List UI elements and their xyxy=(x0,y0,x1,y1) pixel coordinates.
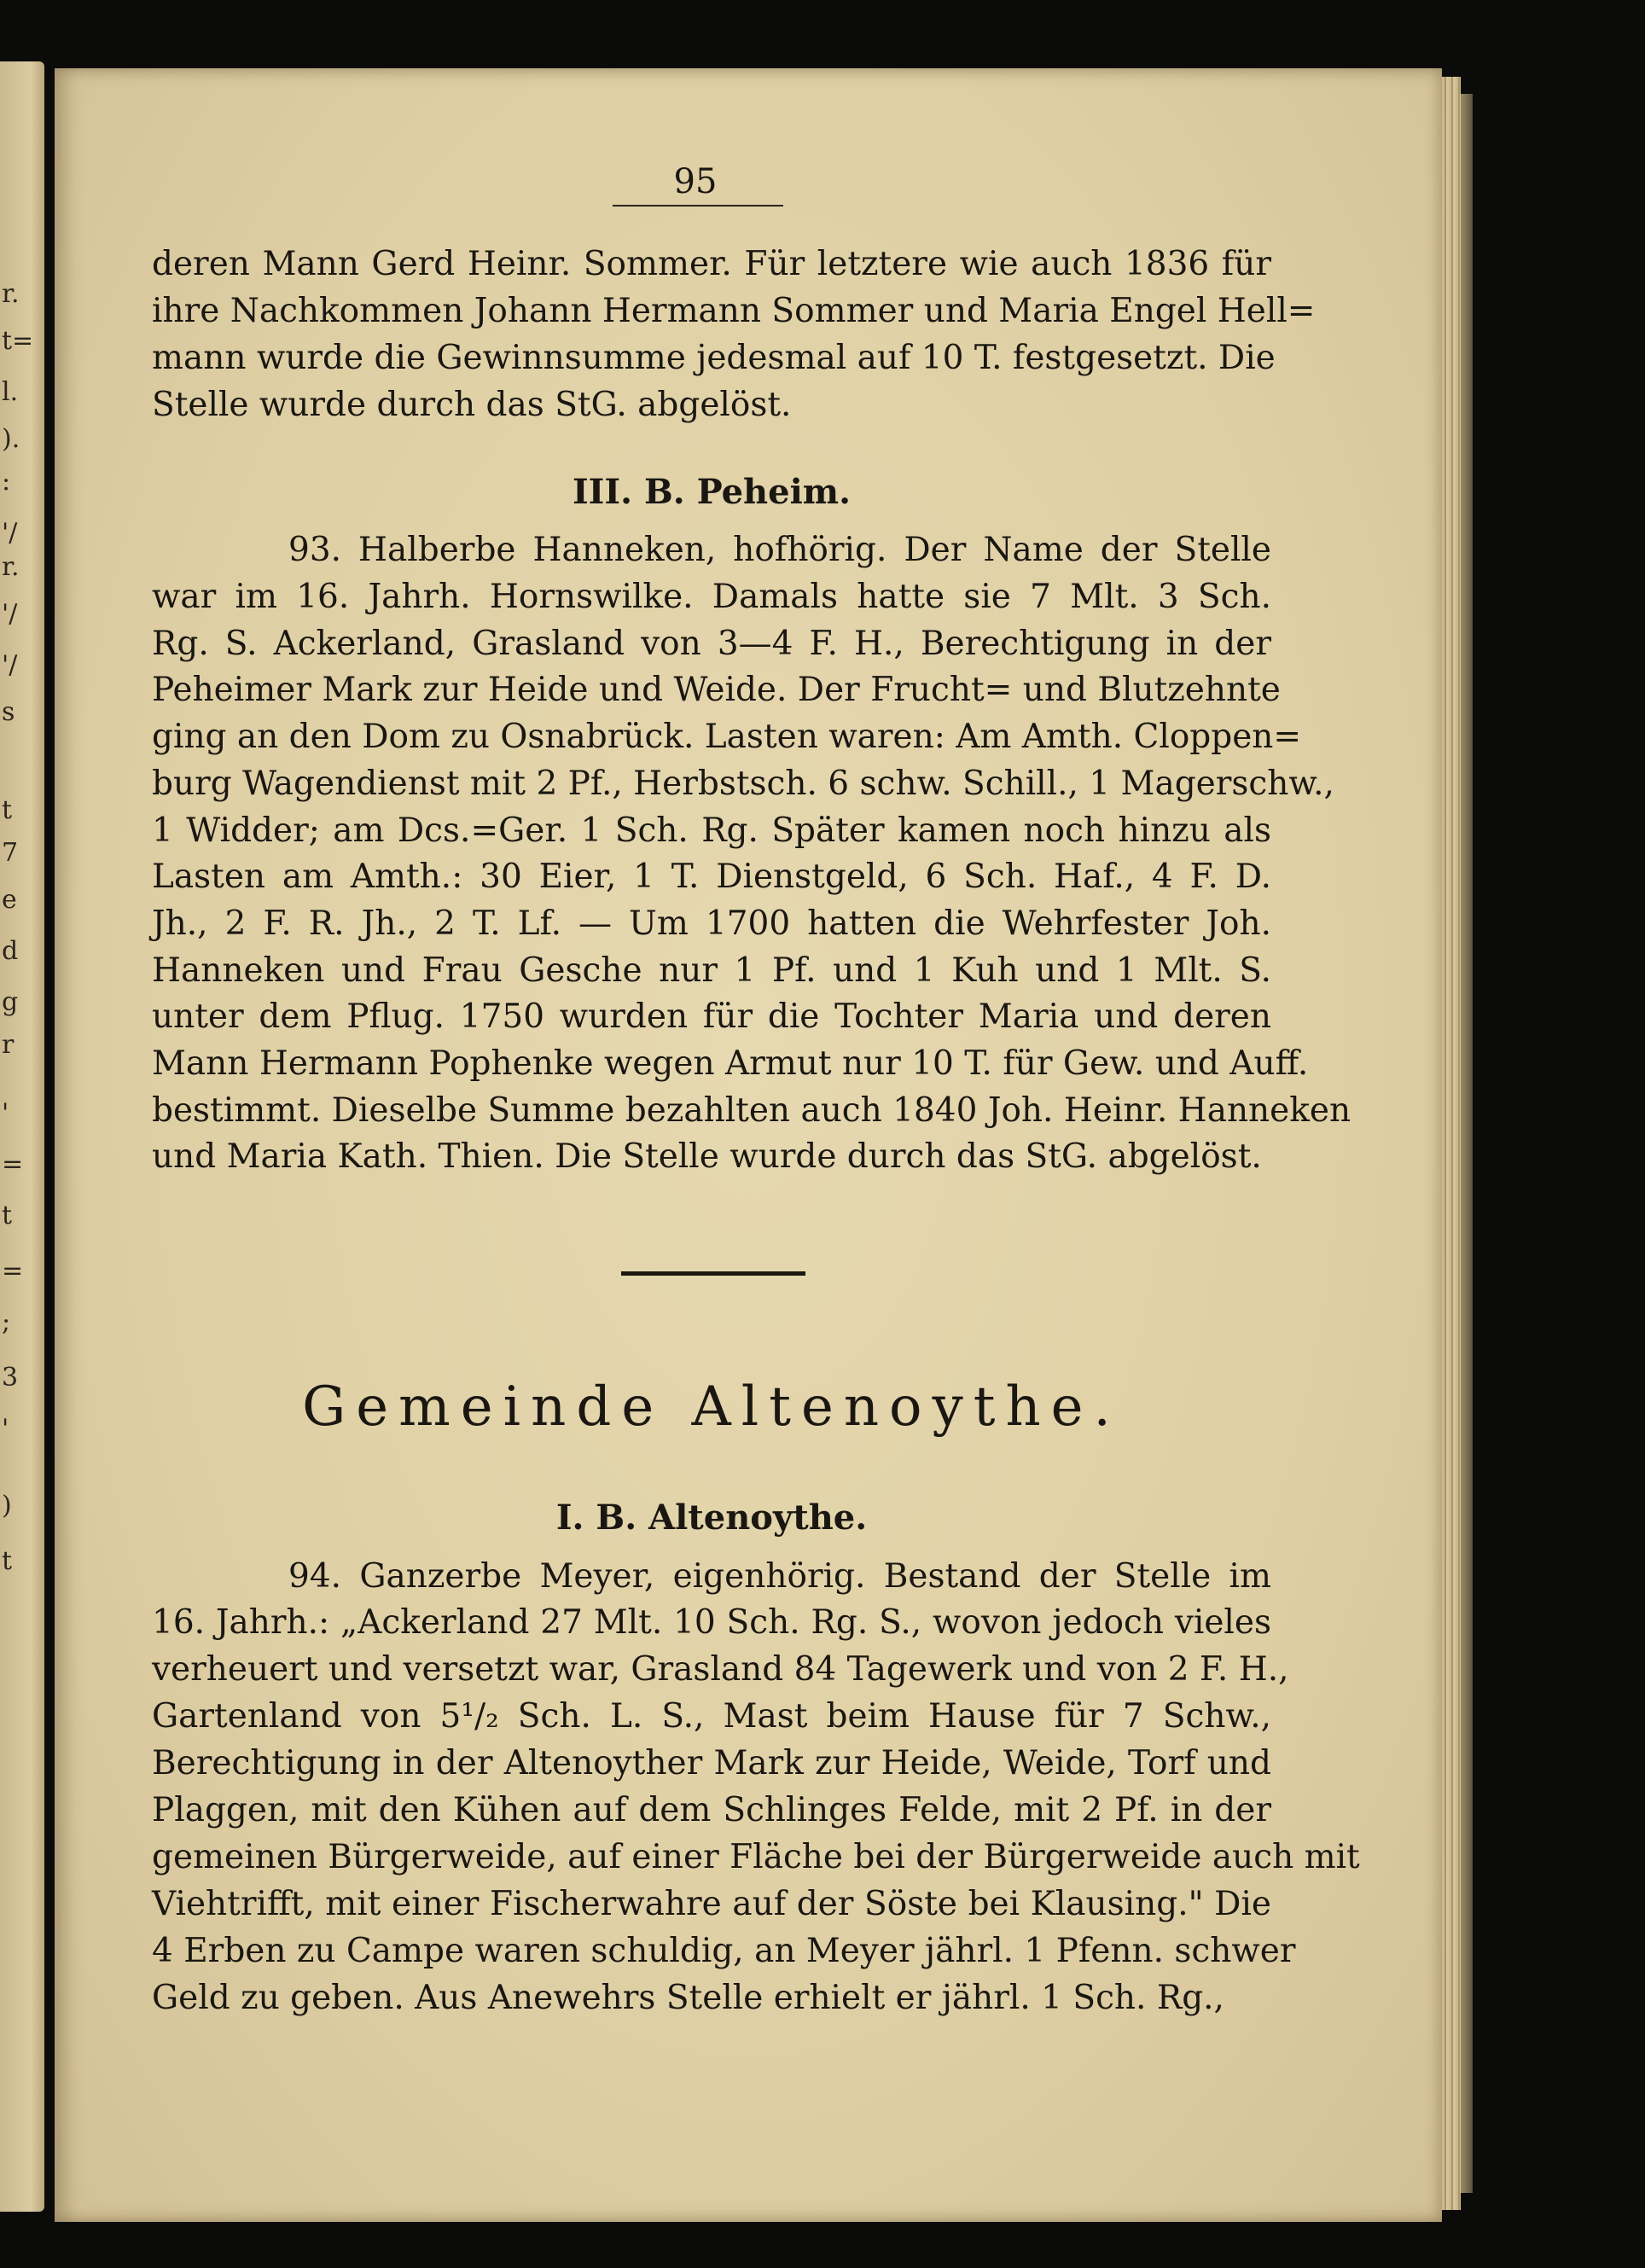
margin-fragment: '/ xyxy=(2,518,18,548)
text-line: Viehtrifft, mit einer Fischerwahre auf der Söste bei Klausing." Die xyxy=(152,1885,1271,1923)
margin-fragment: g xyxy=(2,987,19,1017)
text-line: verheuert und versetzt war, Grasland 84 Tagewerk und von 2 F. H., xyxy=(152,1650,1289,1689)
text-line: Mann Hermann Pophenke wegen Armut nur 10 T. für Gew. und Auff. xyxy=(152,1044,1309,1083)
text-line: gemeinen Bürgerweide, auf einer Fläche bei der Bürgerweide auch mit xyxy=(152,1838,1360,1876)
margin-fragment: r xyxy=(2,1030,15,1060)
text-line: Stelle wurde durch das StG. abgelöst. xyxy=(152,386,792,424)
margin-fragment: r. xyxy=(2,279,20,309)
margin-fragment: '/ xyxy=(2,650,18,680)
text-line: Berechtigung in der Altenoyther Mark zur Heide, Weide, Torf und xyxy=(152,1744,1271,1782)
margin-fragment: r. xyxy=(2,552,20,582)
text-line: mann wurde die Gewinnsumme jedesmal auf 10 T. festgesetzt. Die xyxy=(152,339,1276,377)
text-line: ging an den Dom zu Osnabrück. Lasten waren: Am Amth. Cloppen= xyxy=(152,718,1302,757)
text-line: burg Wagendienst mit 2 Pf., Herbstsch. 6 schw. Schill., 1 Magerschw., xyxy=(152,764,1334,803)
margin-fragment: '/ xyxy=(2,599,18,629)
text-line: 4 Erben zu Campe waren schuldig, an Meyer jährl. 1 Pfenn. schwer xyxy=(152,1932,1296,1970)
margin-fragment: t xyxy=(2,1201,13,1230)
text-line: Lasten am Amth.: 30 Eier, 1 T. Dienstgeld, 6 Sch. Haf., 4 F. D. xyxy=(152,858,1271,897)
margin-fragment: t xyxy=(2,795,13,825)
margin-fragment: ' xyxy=(2,1414,9,1444)
page-stack-edge xyxy=(1442,77,1461,2210)
text-line: Hanneken und Frau Gesche nur 1 Pf. und 1 Kuh und 1 Mlt. S. xyxy=(152,951,1271,990)
text-line: deren Mann Gerd Heinr. Sommer. Für letztere wie auch 1836 für xyxy=(152,245,1271,283)
chapter-title: Gemeinde Altenoythe. xyxy=(302,1375,1121,1439)
text-line: Plaggen, mit den Kühen auf dem Schlinges Felde, mit 2 Pf. in der xyxy=(152,1791,1271,1829)
text-line: Peheimer Mark zur Heide und Weide. Der Frucht= und Blutzehnte xyxy=(152,671,1281,710)
text-line: unter dem Pflug. 1750 wurden für die Tochter Maria und deren xyxy=(152,997,1271,1037)
margin-fragment: d xyxy=(2,936,19,966)
text-line: 94. Ganzerbe Meyer, eigenhörig. Bestand der Stelle im xyxy=(288,1557,1271,1596)
margin-fragment: s xyxy=(2,697,15,727)
text-line: bestimmt. Dieselbe Summe bezahlten auch 1840 Joh. Heinr. Hanneken xyxy=(152,1090,1351,1130)
text-line: 16. Jahrh.: „Ackerland 27 Mlt. 10 Sch. Rg. S., wovon jedoch vieles xyxy=(152,1603,1271,1642)
margin-fragment: ' xyxy=(2,1098,9,1128)
text-line: 93. Halberbe Hanneken, hofhörig. Der Name der Stelle xyxy=(288,531,1271,569)
text-line: 1 Widder; am Dcs.=Ger. 1 Sch. Rg. Später kamen noch hinzu als xyxy=(152,811,1271,850)
page-number-rule xyxy=(613,205,783,206)
text-line: Rg. S. Ackerland, Grasland von 3—4 F. H., Berechtigung in der xyxy=(152,624,1271,663)
margin-fragment: : xyxy=(2,467,11,497)
page-number: 95 xyxy=(673,162,718,201)
margin-fragment: l. xyxy=(2,377,19,407)
margin-fragment: ). xyxy=(2,424,20,454)
margin-fragment: = xyxy=(2,1149,24,1179)
text-line: Gartenland von 5¹/₂ Sch. L. S., Mast beim Hause für 7 Schw., xyxy=(152,1697,1271,1736)
section-heading: III. B. Peheim. xyxy=(572,472,852,512)
book-cover-edge xyxy=(1461,94,1473,2193)
text-line: und Maria Kath. Thien. Die Stelle wurde durch das StG. abgelöst. xyxy=(152,1137,1262,1177)
section-divider xyxy=(621,1271,805,1276)
margin-fragment: = xyxy=(2,1256,24,1286)
margin-fragment: e xyxy=(2,885,17,915)
margin-fragment: 7 xyxy=(2,838,19,868)
margin-fragment: t= xyxy=(2,326,34,356)
text-line: Geld zu geben. Aus Anewehrs Stelle erhielt er jährl. 1 Sch. Rg., xyxy=(152,1979,1224,2017)
text-line: Jh., 2 F. R. Jh., 2 T. Lf. — Um 1700 hatten die Wehrfester Joh. xyxy=(152,904,1271,943)
margin-fragment: ) xyxy=(2,1491,12,1521)
margin-fragment: ; xyxy=(2,1307,11,1337)
margin-fragment: t xyxy=(2,1546,13,1576)
section-heading: I. B. Altenoythe. xyxy=(555,1497,868,1538)
text-line: war im 16. Jahrh. Hornswilke. Damals hatte sie 7 Mlt. 3 Sch. xyxy=(152,578,1271,616)
text-line: ihre Nachkommen Johann Hermann Sommer und Maria Engel Hell= xyxy=(152,292,1316,330)
margin-fragment: 3 xyxy=(2,1363,19,1393)
